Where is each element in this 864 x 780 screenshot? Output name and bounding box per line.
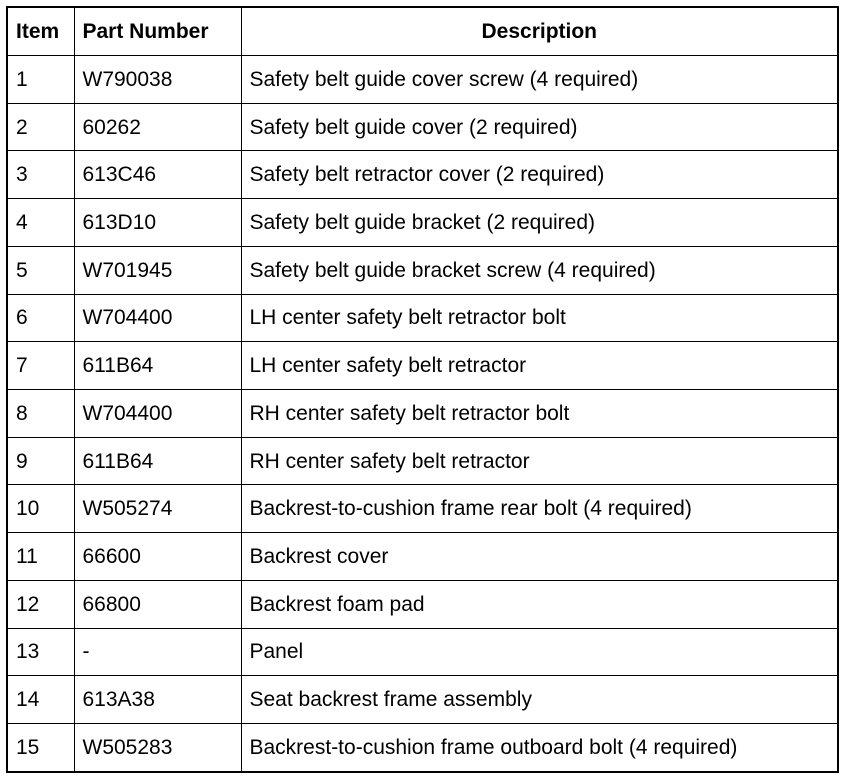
table-row <box>7 485 838 533</box>
header-item: Item <box>7 7 74 56</box>
cell-description: RH center safety belt retractor <box>241 437 838 485</box>
cell-item: 9 <box>7 437 74 485</box>
cell-description: Safety belt guide cover screw (4 required) <box>241 56 838 104</box>
cell-item: 12 <box>7 580 74 628</box>
table-row <box>7 390 838 438</box>
cell-part-number: 66800 <box>74 580 241 628</box>
cell-part-number: - <box>74 628 241 676</box>
cell-description: Seat backrest frame assembly <box>241 676 838 724</box>
cell-description: Safety belt guide bracket (2 required) <box>241 199 838 247</box>
cell-part-number: 613C46 <box>74 151 241 199</box>
table-row <box>7 676 838 724</box>
table-header-row <box>7 7 838 56</box>
table-row <box>7 437 838 485</box>
cell-item: 10 <box>7 485 74 533</box>
cell-part-number: 611B64 <box>74 342 241 390</box>
cell-item: 1 <box>7 56 74 104</box>
cell-description: Safety belt guide cover (2 required) <box>241 103 838 151</box>
cell-part-number: W704400 <box>74 390 241 438</box>
cell-description: LH center safety belt retractor bolt <box>241 294 838 342</box>
cell-item: 6 <box>7 294 74 342</box>
cell-description: Backrest foam pad <box>241 580 838 628</box>
cell-part-number: W790038 <box>74 56 241 104</box>
parts-table <box>6 6 839 773</box>
cell-description: Backrest-to-cushion frame outboard bolt (4 required) <box>241 724 838 772</box>
cell-description: LH center safety belt retractor <box>241 342 838 390</box>
cell-item: 7 <box>7 342 74 390</box>
cell-description: RH center safety belt retractor bolt <box>241 390 838 438</box>
cell-item: 8 <box>7 390 74 438</box>
cell-part-number: 66600 <box>74 533 241 581</box>
cell-part-number: W505274 <box>74 485 241 533</box>
table-row <box>7 580 838 628</box>
cell-part-number: 60262 <box>74 103 241 151</box>
cell-description: Backrest-to-cushion frame rear bolt (4 required) <box>241 485 838 533</box>
table-row <box>7 151 838 199</box>
cell-item: 15 <box>7 724 74 772</box>
table-row <box>7 628 838 676</box>
table-row <box>7 342 838 390</box>
cell-part-number: 613D10 <box>74 199 241 247</box>
cell-item: 4 <box>7 199 74 247</box>
cell-item: 2 <box>7 103 74 151</box>
header-part-number: Part Number <box>74 7 241 56</box>
cell-part-number: W701945 <box>74 246 241 294</box>
table-row <box>7 724 838 772</box>
table-row <box>7 56 838 104</box>
cell-description: Safety belt guide bracket screw (4 required) <box>241 246 838 294</box>
header-description: Description <box>241 7 838 56</box>
cell-part-number: 613A38 <box>74 676 241 724</box>
cell-item: 14 <box>7 676 74 724</box>
table-row <box>7 199 838 247</box>
cell-item: 13 <box>7 628 74 676</box>
cell-description: Panel <box>241 628 838 676</box>
cell-part-number: 611B64 <box>74 437 241 485</box>
table-row <box>7 533 838 581</box>
cell-description: Backrest cover <box>241 533 838 581</box>
table-row <box>7 294 838 342</box>
cell-description: Safety belt retractor cover (2 required) <box>241 151 838 199</box>
cell-item: 11 <box>7 533 74 581</box>
cell-part-number: W505283 <box>74 724 241 772</box>
table-row <box>7 246 838 294</box>
cell-part-number: W704400 <box>74 294 241 342</box>
table-row <box>7 103 838 151</box>
cell-item: 3 <box>7 151 74 199</box>
cell-item: 5 <box>7 246 74 294</box>
